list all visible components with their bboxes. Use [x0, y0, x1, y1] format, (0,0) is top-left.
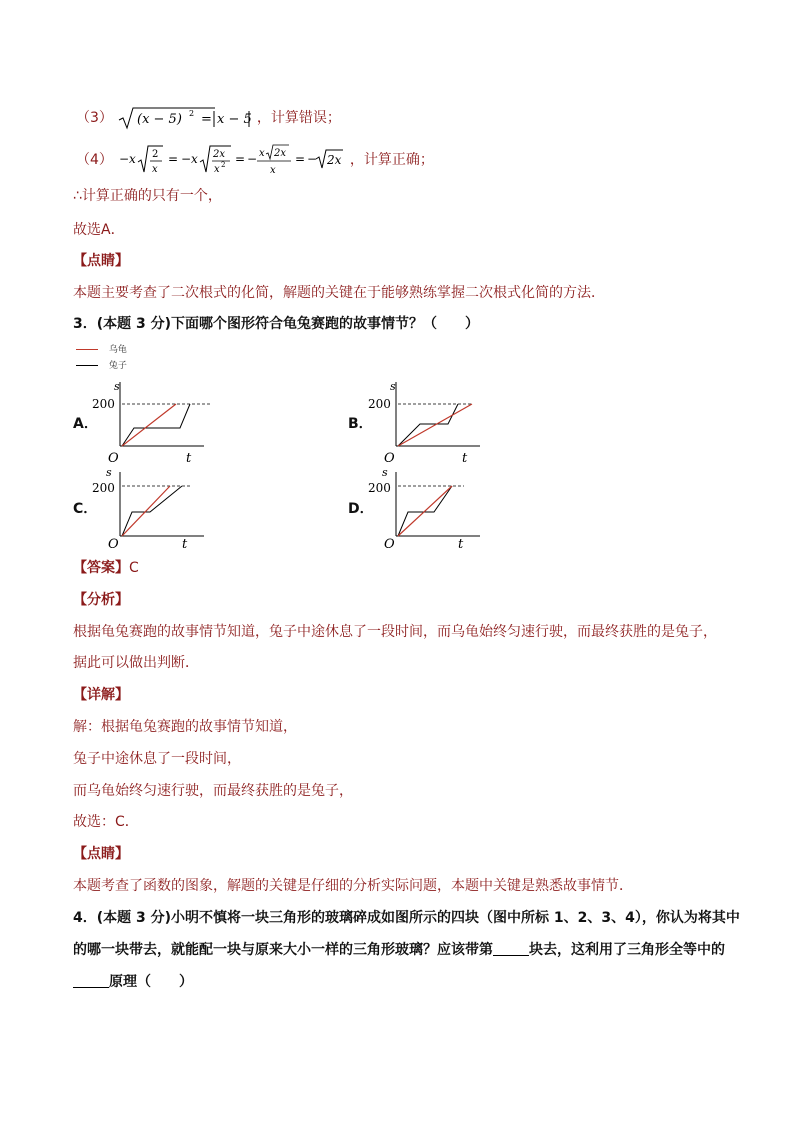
xiangjie-line-1: 解：根据龟兔赛跑的故事情节知道， [73, 719, 297, 735]
origin-label: O [108, 537, 119, 552]
answer-value: C [129, 560, 139, 576]
tortoise-line [122, 404, 176, 446]
legend [76, 342, 127, 374]
q4-line-2 [73, 940, 725, 960]
fenxi-text-2: 据此可以做出判断． [73, 655, 199, 671]
svg-text:(x − 5): (x − 5) [137, 112, 183, 127]
q4-blank-2 [73, 973, 109, 988]
svg-text:=: = [235, 152, 246, 166]
svg-text:−: − [307, 152, 318, 166]
xiangjie-line-3: 而乌龟始终匀速行驶，而最终获胜的是兔子， [73, 783, 353, 799]
xiangjie-label: 【详解】 [73, 687, 129, 703]
axis-s-label: s [114, 380, 120, 393]
graph-a [92, 376, 212, 466]
rabbit-line [122, 404, 190, 446]
legend-line-tortoise [76, 349, 98, 350]
origin-label: O [384, 537, 395, 552]
svg-text:2: 2 [152, 149, 159, 160]
item-4-result: ，计算正确； [349, 152, 434, 168]
item-3-result: ，计算错误； [256, 110, 341, 126]
option-a-label: A． [73, 416, 98, 432]
rabbit-line [398, 404, 458, 446]
q4-line-2a: 的哪一块带去，就能配一块与原来大小一样的三角形玻璃？应该带第 [73, 942, 493, 958]
item-4-formula [117, 142, 345, 178]
tortoise-line [398, 404, 472, 446]
axis-t-label: t [182, 537, 188, 552]
xiangjie-line-2: 兔子中途休息了一段时间， [73, 751, 241, 767]
origin-label: O [108, 451, 119, 466]
svg-text:x: x [214, 164, 221, 175]
svg-text:2x: 2x [274, 148, 287, 159]
svg-text:−: − [181, 152, 192, 166]
axis-t-label: t [462, 451, 468, 466]
svg-text:x − 5: x − 5 [217, 112, 253, 127]
conclusion: ∴计算正确的只有一个， [73, 188, 222, 204]
tortoise-line [122, 486, 170, 536]
graph-b [368, 376, 488, 466]
answer [73, 558, 139, 578]
tortoise-line [398, 486, 452, 536]
value-label: 200 [92, 481, 115, 495]
q4-line-3 [73, 972, 193, 992]
svg-text:=: = [201, 112, 213, 127]
svg-text:x: x [259, 148, 266, 159]
item-3 [76, 106, 341, 130]
axis-t-label: t [186, 451, 192, 466]
fenxi-label: 【分析】 [73, 592, 129, 608]
dianjing-text: 本题主要考查了二次根式的化简，解题的关键在于能够熟练掌握二次根式化简的方法． [73, 285, 605, 301]
svg-text:=: = [295, 152, 306, 166]
fenxi-text-1: 根据龟兔赛跑的故事情节知道，兔子中途休息了一段时间，而乌龟始终匀速行驶，而最终获胜的是兔子， [73, 624, 717, 640]
svg-text:2x: 2x [327, 153, 342, 167]
svg-text:x: x [191, 152, 199, 166]
option-d-label: D． [348, 501, 374, 517]
legend-line-rabbit [76, 365, 98, 366]
legend-rabbit: 兔子 [108, 361, 127, 371]
item-4-number: （4） [76, 152, 113, 168]
svg-text:−: − [247, 152, 258, 166]
svg-text:=: = [168, 152, 179, 166]
svg-text:x: x [152, 164, 159, 175]
axis-t-label: t [458, 537, 464, 552]
dianjing-label: 【点睛】 [73, 253, 129, 269]
svg-text:2: 2 [221, 161, 226, 169]
q4-line-3-text: 原理（ ） [109, 974, 193, 990]
svg-text:x: x [129, 152, 137, 166]
value-label: 200 [368, 397, 391, 411]
item-4 [76, 142, 434, 178]
q4-line-1: 4．(本题 3 分)小明不慎将一块三角形的玻璃碎成如图所示的四块（图中所标 1、2、3、4），你认为将其中 [73, 910, 740, 926]
svg-text:2x: 2x [213, 149, 226, 160]
answer-label: 【答案】 [73, 560, 129, 576]
q3-stem: 3．(本题 3 分)下面哪个图形符合龟兔赛跑的故事情节？（ ） [73, 316, 480, 332]
graph-c [92, 462, 212, 552]
item-3-number: （3） [76, 110, 113, 126]
origin-label: O [384, 451, 395, 466]
value-label: 200 [92, 397, 115, 411]
graph-d [368, 462, 488, 552]
axis-s-label: s [390, 380, 396, 393]
option-c-label: C． [73, 501, 98, 517]
choice: 故选A． [73, 222, 125, 238]
axis-s-label: s [106, 466, 112, 479]
axis-s-label: s [382, 466, 388, 479]
q4-blank-1 [493, 941, 529, 956]
svg-text:−: − [119, 152, 130, 166]
q3-dianjing-label: 【点睛】 [73, 846, 129, 862]
q3-dianjing-text: 本题考查了函数的图象，解题的关键是仔细的分析实际问题，本题中关键是熟悉故事情节． [73, 878, 633, 894]
xiangjie-line-4: 故选：C． [73, 814, 139, 830]
value-label: 200 [368, 481, 391, 495]
svg-text:2: 2 [189, 109, 195, 118]
rabbit-line [122, 486, 182, 536]
option-b-label: B． [348, 416, 373, 432]
q4-line-2b: 块去，这利用了三角形全等中的 [529, 942, 725, 958]
item-3-formula [117, 106, 252, 130]
svg-text:x: x [270, 165, 277, 176]
legend-tortoise: 乌龟 [108, 345, 127, 355]
